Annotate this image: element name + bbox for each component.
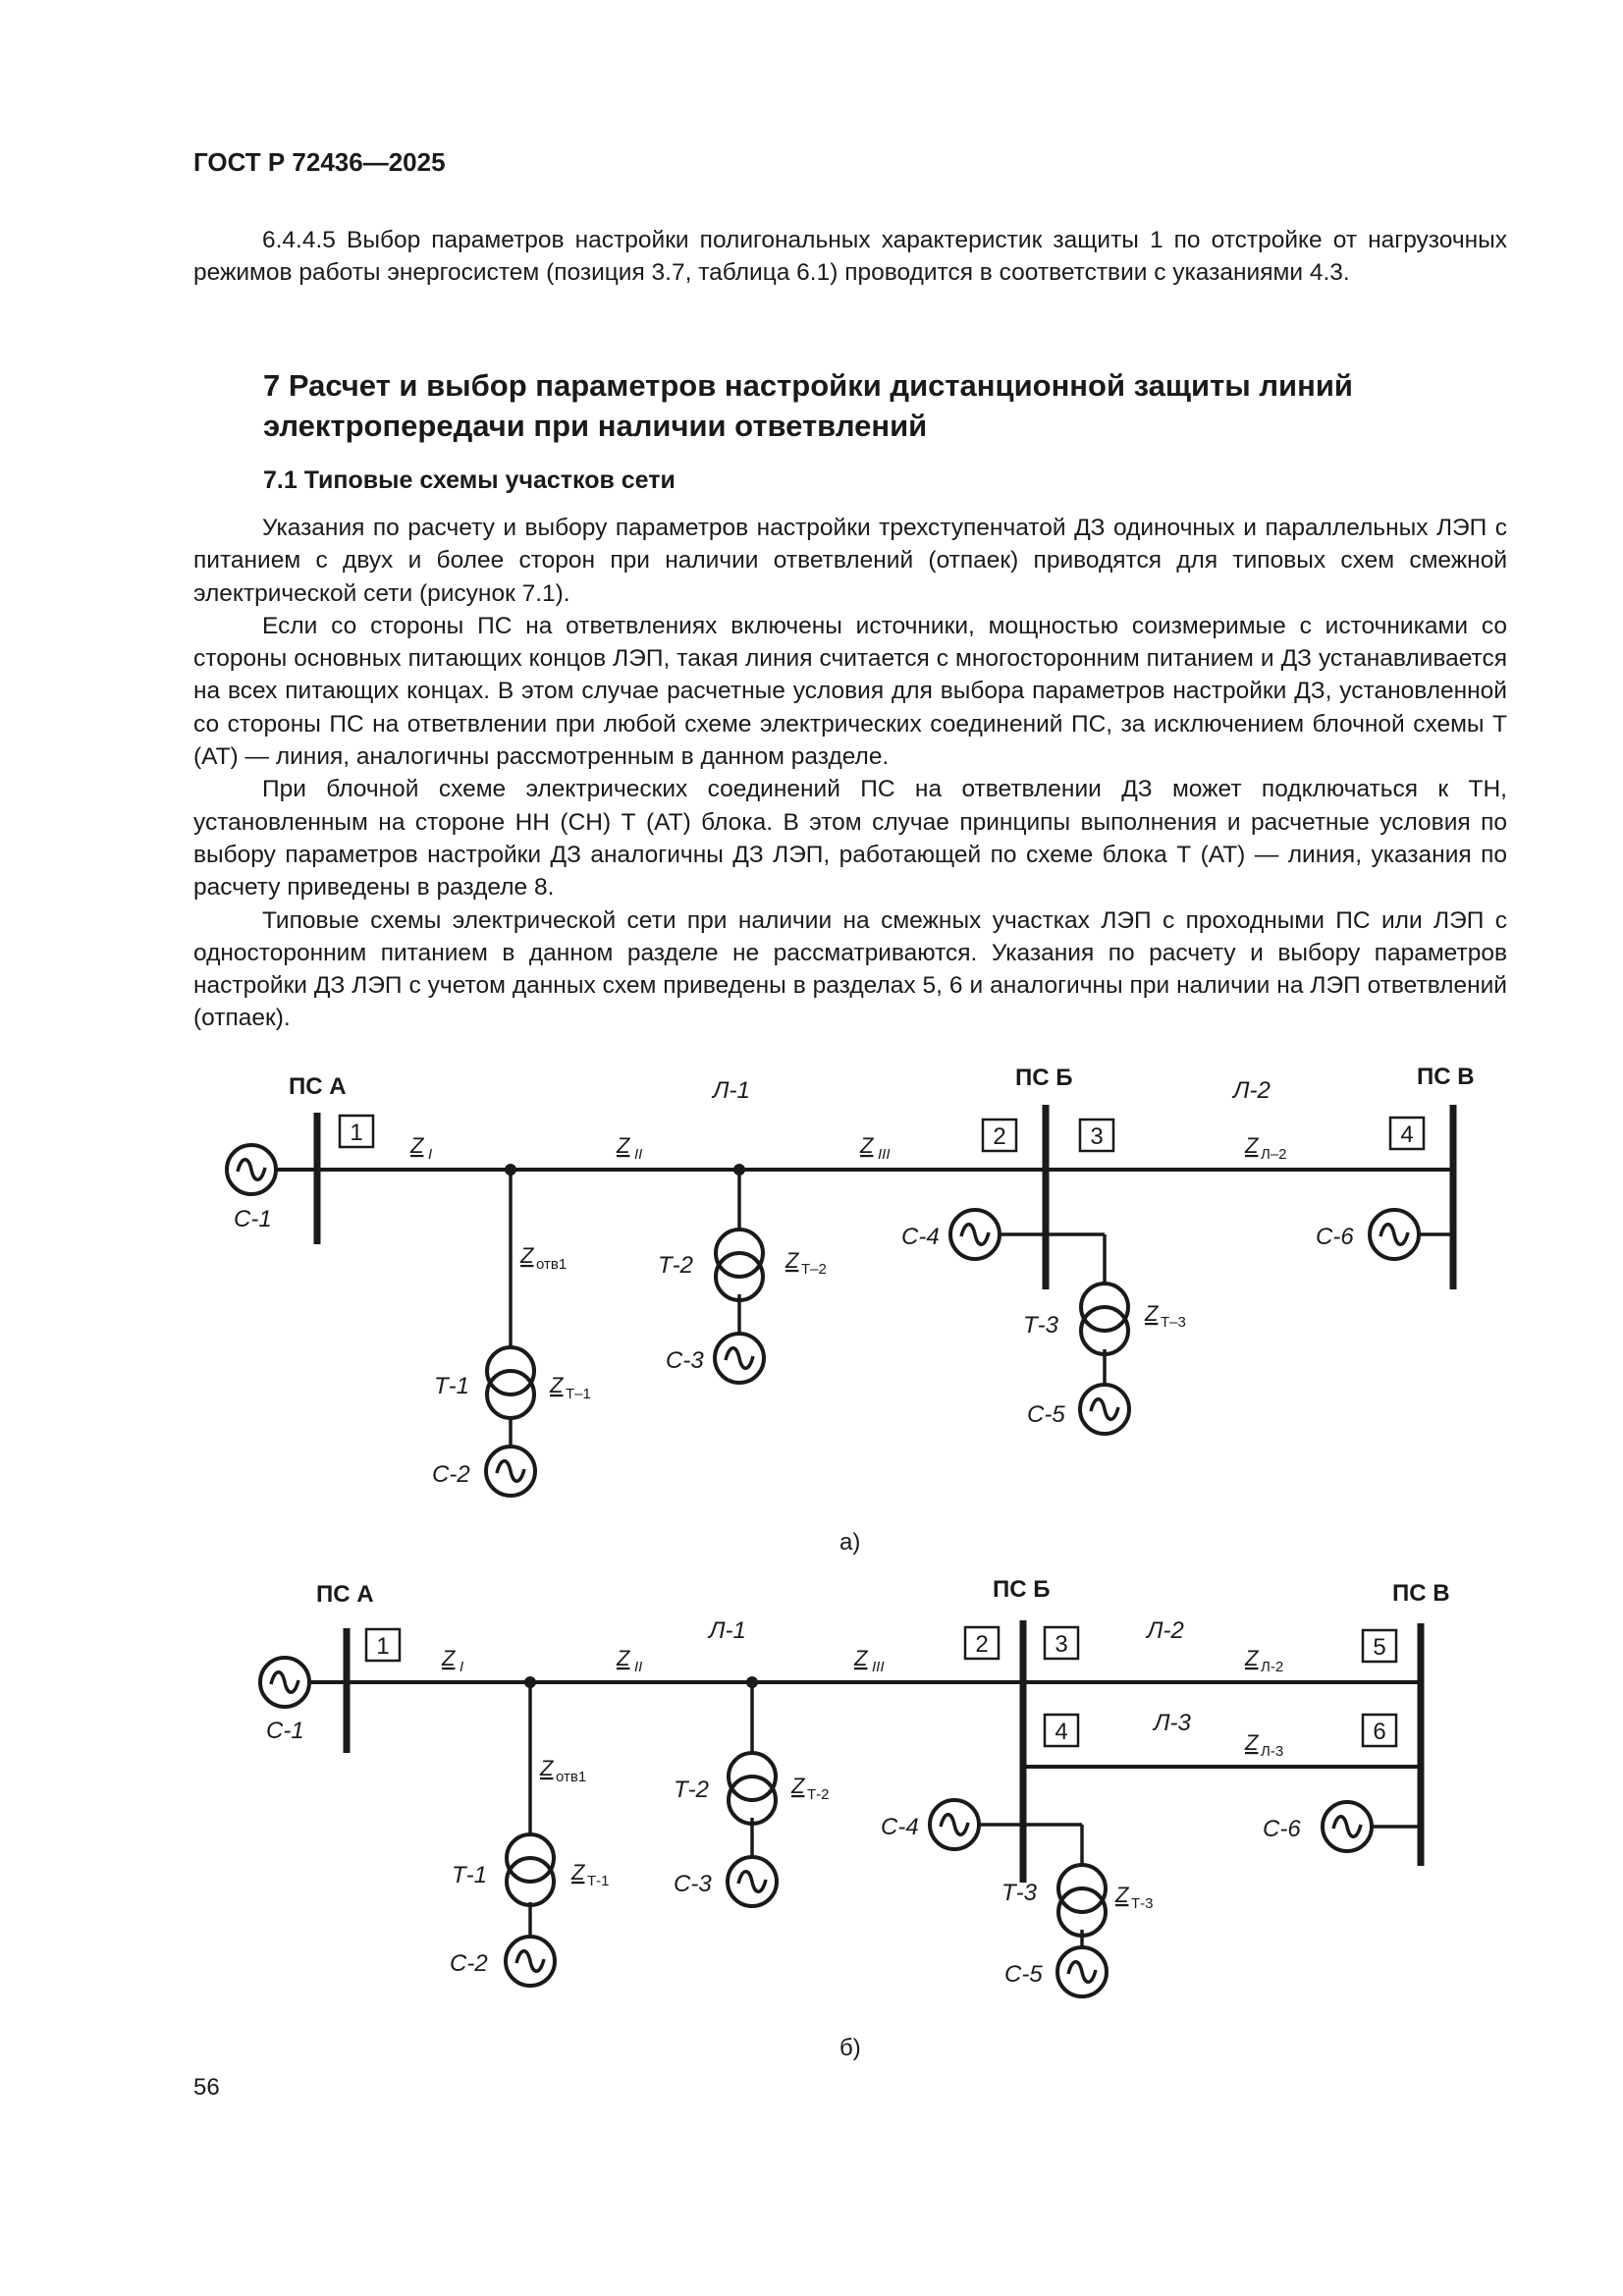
source-label: С-1 bbox=[266, 1718, 304, 1744]
source-label: С-3 bbox=[666, 1347, 704, 1374]
impedance-z: Z bbox=[1115, 1883, 1129, 1907]
impedance-sub: I bbox=[460, 1659, 464, 1675]
ps-v-label: ПС В bbox=[1417, 1064, 1475, 1090]
source-label: С-4 bbox=[901, 1224, 940, 1250]
caption-a: а) bbox=[839, 1529, 861, 1556]
source-label: С-3 bbox=[674, 1871, 712, 1897]
section-title: 7 Расчет и выбор параметров настройки дистанционной защиты линий электропередачи при наличии ответвлений bbox=[263, 368, 1353, 443]
impedance-sub: Т-1 bbox=[587, 1873, 610, 1889]
relay-number: 3 bbox=[1055, 1631, 1068, 1658]
impedance-sub: II bbox=[634, 1659, 643, 1675]
diagram-b-labels bbox=[266, 1576, 1450, 1988]
transformer-label: Т-3 bbox=[1023, 1312, 1058, 1339]
relay-number: 1 bbox=[350, 1120, 363, 1146]
source-label: С-4 bbox=[881, 1814, 919, 1840]
relay-number: 5 bbox=[1373, 1634, 1386, 1661]
transformer-t1-icon bbox=[507, 1834, 554, 1905]
impedance-z: Z bbox=[540, 1756, 554, 1780]
transformer-label: Т-3 bbox=[1001, 1880, 1037, 1906]
generator-c2-icon bbox=[506, 1937, 555, 1986]
impedance-sub: II bbox=[634, 1146, 643, 1163]
transformer-label: Т-2 bbox=[658, 1252, 693, 1279]
paragraph: Указания по расчету и выбору параметров настройки трехступенчатой ДЗ одиночных и параллельных ЛЭП с питанием с двух и более сторон при наличии ответвлений (отпаек) приводятся для типовых схем смежной электрической сети (рисунок 7.1). bbox=[193, 515, 1507, 607]
impedance-z: Z bbox=[1145, 1301, 1159, 1326]
generator-c6-icon bbox=[1370, 1210, 1419, 1259]
source-label: С-2 bbox=[450, 1950, 488, 1977]
relay-number: 2 bbox=[975, 1631, 989, 1658]
relay-number: 6 bbox=[1373, 1719, 1386, 1745]
junction-dot bbox=[746, 1676, 758, 1688]
source-label: С-5 bbox=[1004, 1961, 1043, 1988]
relay-number: 1 bbox=[376, 1633, 390, 1660]
relay-number: 4 bbox=[1400, 1121, 1414, 1148]
source-label: С-5 bbox=[1027, 1401, 1065, 1428]
generator-c6-icon bbox=[1323, 1802, 1372, 1851]
impedance-z: Z bbox=[785, 1248, 799, 1273]
generator-c4-icon bbox=[950, 1210, 1000, 1259]
impedance-z: Z bbox=[791, 1774, 805, 1798]
transformer-t3-icon bbox=[1081, 1284, 1128, 1354]
impedance-sub: Т-2 bbox=[807, 1786, 830, 1803]
transformer-t2-icon bbox=[716, 1230, 763, 1300]
impedance-sub: Л–2 bbox=[1261, 1146, 1287, 1163]
impedance-sub: отв1 bbox=[536, 1256, 568, 1273]
diagram-a-symbols bbox=[227, 1116, 1424, 1496]
impedance-sub: отв1 bbox=[556, 1769, 587, 1785]
source-label: С-2 bbox=[432, 1461, 470, 1488]
ps-a-label: ПС А bbox=[289, 1073, 347, 1100]
transformer-label: Т-2 bbox=[674, 1777, 709, 1803]
page-number: 56 bbox=[193, 2074, 220, 2101]
impedance-z: Z bbox=[854, 1646, 868, 1670]
line-l2-label: Л-2 bbox=[1147, 1617, 1184, 1644]
junction-dot bbox=[505, 1164, 516, 1175]
generator-c4-icon bbox=[930, 1800, 979, 1849]
relay-number: 3 bbox=[1090, 1123, 1104, 1150]
source-label: С-1 bbox=[234, 1206, 272, 1232]
transformer-t2-icon bbox=[729, 1753, 776, 1824]
impedance-z: Z bbox=[1245, 1646, 1259, 1670]
junction-dot bbox=[733, 1164, 745, 1175]
line-l1-label: Л-1 bbox=[709, 1617, 746, 1644]
diagram-a-labels bbox=[234, 1064, 1475, 1488]
generator-c1-icon bbox=[260, 1658, 309, 1707]
relay-number: 4 bbox=[1055, 1719, 1068, 1745]
impedance-sub: Т-3 bbox=[1131, 1895, 1154, 1912]
generator-c3-icon bbox=[728, 1857, 777, 1906]
ps-b-label: ПС Б bbox=[1015, 1065, 1073, 1091]
junction-dot bbox=[524, 1676, 536, 1688]
generator-c2-icon bbox=[486, 1447, 535, 1496]
ps-a-label: ПС А bbox=[316, 1581, 374, 1608]
paragraph: Типовые схемы электрической сети при наличии на смежных участках ЛЭП с проходными ПС или ЛЭП с односторонним питанием в данном разделе не рассматриваются. Указания по расчету и выбору параметров настройки ДЗ ЛЭП с учетом данных схем приведены в разделах 5, 6 и аналогичны при наличии на ЛЭП ответвлений (отпаек). bbox=[193, 906, 1507, 1032]
impedance-z: Z bbox=[617, 1646, 630, 1670]
generator-c5-icon bbox=[1057, 1947, 1107, 1996]
caption-b: б) bbox=[839, 2035, 861, 2061]
ps-v-label: ПС В bbox=[1392, 1580, 1450, 1607]
transformer-label: Т-1 bbox=[434, 1373, 469, 1399]
transformer-label: Т-1 bbox=[452, 1862, 487, 1888]
source-label: С-6 bbox=[1263, 1816, 1301, 1842]
document-header: ГОСТ Р 72436—2025 bbox=[193, 147, 446, 177]
impedance-sub: Л-2 bbox=[1261, 1659, 1284, 1675]
impedance-sub: III bbox=[878, 1146, 891, 1163]
impedance-z: Z bbox=[571, 1860, 585, 1885]
transformer-t1-icon bbox=[487, 1347, 534, 1418]
subsection-title: 7.1 Типовые схемы участков сети bbox=[263, 466, 676, 494]
impedance-z: Z bbox=[520, 1243, 534, 1268]
impedance-sub: Л-3 bbox=[1261, 1743, 1284, 1760]
impedance-sub: Т–2 bbox=[801, 1261, 827, 1278]
ps-b-label: ПС Б bbox=[993, 1576, 1051, 1603]
paragraph-6445: 6.4.4.5 Выбор параметров настройки полигональных характеристик защиты 1 по отстройке от нагрузочных режимов работы энергосистем (позиция 3.7, таблица 6.1) проводится в соответствии с указаниями 4.3. bbox=[193, 227, 1507, 287]
impedance-z: Z bbox=[410, 1133, 424, 1158]
source-label: С-6 bbox=[1316, 1224, 1354, 1250]
impedance-z: Z bbox=[617, 1133, 630, 1158]
line-l1-label: Л-1 bbox=[713, 1077, 750, 1104]
impedance-z: Z bbox=[442, 1646, 456, 1670]
generator-c5-icon bbox=[1080, 1385, 1129, 1434]
impedance-sub: I bbox=[428, 1146, 433, 1163]
impedance-sub: Т–3 bbox=[1161, 1314, 1186, 1331]
line-l3-label: Л-3 bbox=[1154, 1710, 1191, 1736]
line-l2-label: Л-2 bbox=[1233, 1077, 1271, 1104]
impedance-z: Z bbox=[550, 1373, 564, 1397]
impedance-sub: Т–1 bbox=[566, 1386, 591, 1402]
generator-c1-icon bbox=[227, 1145, 276, 1194]
transformer-t3-icon bbox=[1058, 1865, 1106, 1936]
generator-c3-icon bbox=[715, 1334, 764, 1383]
relay-number: 2 bbox=[993, 1123, 1006, 1150]
impedance-z: Z bbox=[1245, 1133, 1259, 1158]
impedance-z: Z bbox=[860, 1133, 874, 1158]
impedance-sub: III bbox=[872, 1659, 885, 1675]
paragraph: При блочной схеме электрических соединений ПС на ответвлении ДЗ может подключаться к ТН, установленным на стороне НН (СН) Т (АТ) блока. В этом случае принципы выполнения и расчетные условия по выбору параметров настройки ДЗ аналогичны ДЗ ЛЭП, работающей по схеме блока Т (АТ) — линия, указания по расчету приведены в разделе 8. bbox=[193, 776, 1507, 902]
paragraph: Если со стороны ПС на ответвлениях включены источники, мощностью соизмеримые с источниками со стороны основных питающих концов ЛЭП, такая линия считается с многосторонним питанием и ДЗ устанавливается на всех питающих концах. В этом случае расчетные условия для выбора параметров настройки ДЗ, установленной со стороны ПС на ответвлении при любой схеме электрических соединений ПС, за исключением блочной схемы Т (АТ) — линия, аналогичны рассмотренным в данном разделе. bbox=[193, 612, 1507, 771]
impedance-z: Z bbox=[1245, 1730, 1259, 1755]
